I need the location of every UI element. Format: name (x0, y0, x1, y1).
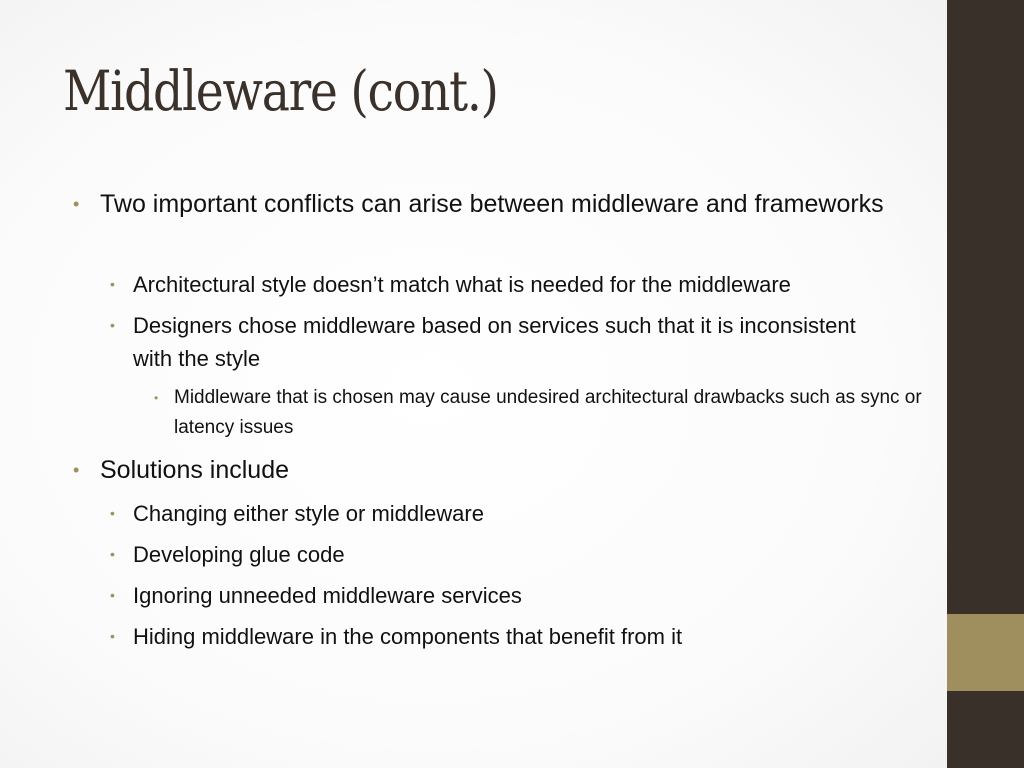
bullet-text: Solutions include (100, 456, 290, 484)
bullet-icon: • (73, 460, 80, 480)
bullet-icon: • (110, 628, 115, 644)
bullet-icon: • (110, 505, 115, 521)
bullet-icon: • (154, 391, 159, 405)
bullet-icon: • (110, 587, 115, 603)
bullet-item (110, 497, 933, 530)
bullet-text: Architectural style doesn’t match what is needed for the middleware (133, 272, 791, 297)
bullet-icon: • (110, 546, 115, 562)
bullet-text: Two important conflicts can arise between middleware and frameworks (100, 190, 884, 218)
bullet-text: Developing glue code (133, 542, 345, 567)
bullet-text: Changing either style or middleware (133, 501, 484, 526)
bullet-text: Designers chose middleware based on services such that it is inconsistent with the style (133, 313, 856, 371)
bullet-item (110, 268, 953, 301)
bullet-item (110, 620, 933, 653)
bullet-item (73, 186, 890, 223)
slide-title: Middleware (cont.) (63, 59, 498, 123)
bullet-item (110, 538, 933, 571)
bullet-icon: • (73, 194, 80, 214)
bullet-item (110, 309, 873, 375)
bullet-text: Hiding middleware in the components that benefit from it (133, 624, 683, 649)
bullet-text: Middleware that is chosen may cause undesired architectural drawbacks such as sync or latency issues (174, 387, 922, 438)
bullet-item (110, 579, 933, 612)
sidebar-accent-block (947, 614, 1024, 691)
bullet-icon: • (110, 317, 115, 333)
bullet-icon: • (110, 276, 115, 292)
bullet-item (73, 452, 890, 489)
bullet-item (154, 383, 939, 443)
bullet-text: Ignoring unneeded middleware services (133, 583, 522, 608)
